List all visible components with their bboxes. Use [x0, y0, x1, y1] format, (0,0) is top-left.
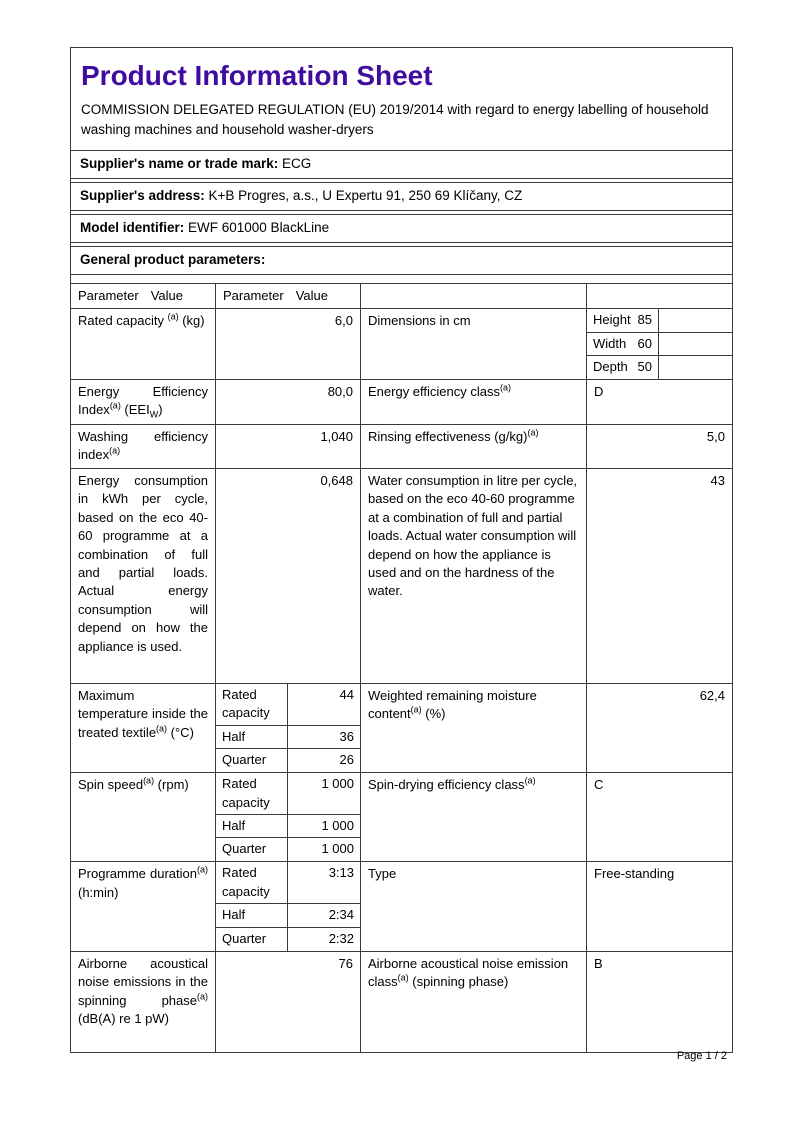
- param-cell-energy-consumption: [71, 469, 216, 683]
- dimension-filler: [659, 333, 732, 355]
- dimension-label: Height: [593, 312, 631, 328]
- spin-subtable: [216, 773, 361, 861]
- dimension-label: Depth: [593, 359, 628, 375]
- value-cell-type: Free-standing: [594, 866, 675, 882]
- param-cell-moisture: [361, 684, 587, 772]
- value-cell-water-consumption: 43: [710, 472, 725, 488]
- param-text: Energy consumption in kWh per cycle, based on the eco 40-60 programme at a combination of full and partial loads. Actual energy consumption will depend on how the appliance is used.: [78, 472, 208, 654]
- row-spin-speed: [71, 773, 732, 862]
- subrow-half: [216, 904, 360, 927]
- value-cell-spin-class: C: [594, 777, 604, 793]
- subrow-label: Rated capacity: [216, 862, 288, 903]
- value-cell-moisture: 62,4: [699, 687, 725, 703]
- duration-subtable: [216, 862, 361, 950]
- value-cell-rated-capacity: 6,0: [216, 309, 361, 378]
- regulation-text: COMMISSION DELEGATED REGULATION (EU) 2019/2014 with regard to energy labelling of household washing machines and household washer-dryers: [81, 102, 709, 137]
- dimension-cell: [587, 333, 659, 355]
- value-cell-energy-consumption: 0,648: [216, 469, 361, 683]
- param-cell-max-temperature: [71, 684, 216, 772]
- subrow-rated-capacity: [216, 684, 360, 726]
- param-cell-rated-capacity: [71, 309, 216, 378]
- subrow-label: Quarter: [216, 928, 288, 951]
- temperature-subtable: [216, 684, 361, 772]
- param-text: Spin-drying efficiency class$^{(a)}$: [368, 775, 536, 793]
- param-text: Washing efficiency index$^{(a)}$: [78, 428, 208, 463]
- header-cell: [361, 284, 587, 308]
- subrow-rated-capacity: [216, 862, 360, 904]
- param-cell-washing-index: [71, 425, 216, 468]
- header-cell: [216, 284, 361, 308]
- subrow-label: Half: [216, 726, 288, 748]
- model-identifier-row: [71, 214, 732, 243]
- param-text: Programme duration$^{(a)}$ (h:min): [78, 865, 208, 900]
- dimension-label: Width: [593, 335, 627, 351]
- param-text: Airborne acoustical noise emission class$^{(a)}$ (spinning phase): [368, 955, 569, 990]
- value-cell-eei: 80,0: [216, 380, 361, 424]
- subrow-value: 1 000: [321, 817, 354, 833]
- subrow-quarter: [216, 928, 360, 951]
- value-cell-noise: 76: [216, 952, 361, 1052]
- subrow-half: [216, 815, 360, 838]
- subrow-value: 2:34: [328, 907, 354, 923]
- row-washing-efficiency: [71, 425, 732, 469]
- subrow-rated-capacity: [216, 773, 360, 815]
- value-cell-washing-index: 1,040: [216, 425, 361, 468]
- parameters-table: [71, 283, 732, 1052]
- param-text: Energy efficiency class$^{(a)}$: [368, 382, 511, 399]
- dimension-value: 85: [637, 312, 652, 328]
- param-cell-dimensions: Dimensions in cm: [361, 309, 587, 378]
- subrow-value: 36: [339, 728, 354, 744]
- param-cell-eei: [71, 380, 216, 424]
- dimension-cell: [587, 356, 659, 378]
- header-label: Value: [295, 287, 328, 303]
- dimension-value: 60: [637, 335, 652, 351]
- subrow-quarter: [216, 838, 360, 861]
- dimension-row-width: [587, 333, 732, 356]
- param-cell-noise-class: [361, 952, 587, 1052]
- header-label: Parameter: [78, 287, 139, 303]
- param-text: Weighted remaining moisture content$^{(a)}$ (%): [368, 687, 537, 722]
- dimension-row-depth: [587, 356, 732, 378]
- row-max-temperature: [71, 684, 732, 773]
- value-cell-rinsing: 5,0: [706, 428, 725, 444]
- field-value: K+B Progres, a.s., U Expertu 91, 250 69 Klíčany, CZ: [208, 188, 523, 204]
- product-information-sheet: [70, 47, 733, 1053]
- param-cell-noise: [71, 952, 216, 1052]
- row-energy-efficiency-index: [71, 380, 732, 425]
- subrow-value: 1 000: [321, 776, 354, 792]
- value-cell-energy-class: D: [594, 383, 604, 399]
- row-rated-capacity: [71, 309, 732, 379]
- supplier-name-row: [71, 150, 732, 179]
- subrow-label: Quarter: [216, 749, 288, 772]
- param-cell-rinsing: [361, 425, 587, 468]
- subrow-value: 1 000: [321, 841, 354, 857]
- param-cell-spin-class: [361, 773, 587, 861]
- field-value: ECG: [282, 156, 312, 172]
- page-title: Product Information Sheet: [81, 60, 433, 91]
- param-text: Water consumption in litre per cycle, based on the eco 40-60 programme at a combination of full and partial loads. Actual water consumption will depend on how the appliance is used and on the hardness of the water.: [368, 472, 578, 599]
- row-noise: [71, 952, 732, 1052]
- general-parameters-row: [71, 246, 732, 275]
- field-label: Supplier's name or trade mark:: [80, 156, 279, 172]
- param-cell-water-consumption: [361, 469, 587, 683]
- subrow-label: Quarter: [216, 838, 288, 861]
- subrow-label: Rated capacity: [216, 684, 288, 725]
- subrow-value: 26: [339, 752, 354, 768]
- dimension-filler: [659, 309, 732, 331]
- param-cell-type: Type: [361, 862, 587, 950]
- subrow-value: 44: [339, 686, 354, 702]
- value-cell-noise-class: B: [594, 955, 603, 971]
- dimension-filler: [659, 356, 732, 378]
- subrow-label: Half: [216, 815, 288, 837]
- param-text: Airborne acoustical noise emissions in the spinning phase$^{(a)}$ (dB(A) re 1 pW): [78, 955, 208, 1027]
- param-text: Maximum temperature inside the treated textile$^{(a)}$ (°C): [78, 687, 208, 740]
- header-label: Value: [150, 287, 183, 303]
- dimension-row-height: [587, 309, 732, 332]
- header-label: Parameter: [223, 287, 284, 303]
- field-label: Supplier's address:: [80, 188, 205, 204]
- subrow-value: 2:32: [328, 930, 354, 946]
- row-programme-duration: [71, 862, 732, 951]
- param-cell-energy-class: [361, 380, 587, 424]
- header-cell: [71, 284, 216, 308]
- table-header-row: [71, 284, 732, 309]
- page-number: Page 1 / 2: [676, 1050, 727, 1062]
- field-label: Model identifier:: [80, 220, 185, 236]
- field-label: General product parameters:: [80, 251, 266, 267]
- field-value: EWF 601000 BlackLine: [188, 220, 330, 236]
- dimension-value: 50: [637, 359, 652, 375]
- header-cell: [587, 284, 732, 308]
- row-energy-consumption: [71, 469, 732, 684]
- subrow-label: Half: [216, 904, 288, 926]
- param-text: Energy Efficiency Index$^{(a)}$ $(EEI_W)$: [78, 383, 208, 420]
- subrow-value: 3:13: [328, 865, 354, 881]
- param-text: Spin speed$^{(a)}$ (rpm): [78, 775, 189, 793]
- dimension-cell: [587, 309, 659, 331]
- param-text: Rated capacity $^{(a)}$ (kg): [78, 312, 205, 329]
- subrow-quarter: [216, 749, 360, 772]
- subrow-label: Rated capacity: [216, 773, 288, 814]
- supplier-address-row: [71, 182, 732, 211]
- subrow-half: [216, 726, 360, 749]
- param-text: Rinsing effectiveness $(g/kg)^{(a)}$: [368, 427, 539, 444]
- param-cell-duration: [71, 862, 216, 950]
- param-cell-spin-speed: [71, 773, 216, 861]
- dimensions-subtable: [587, 309, 732, 378]
